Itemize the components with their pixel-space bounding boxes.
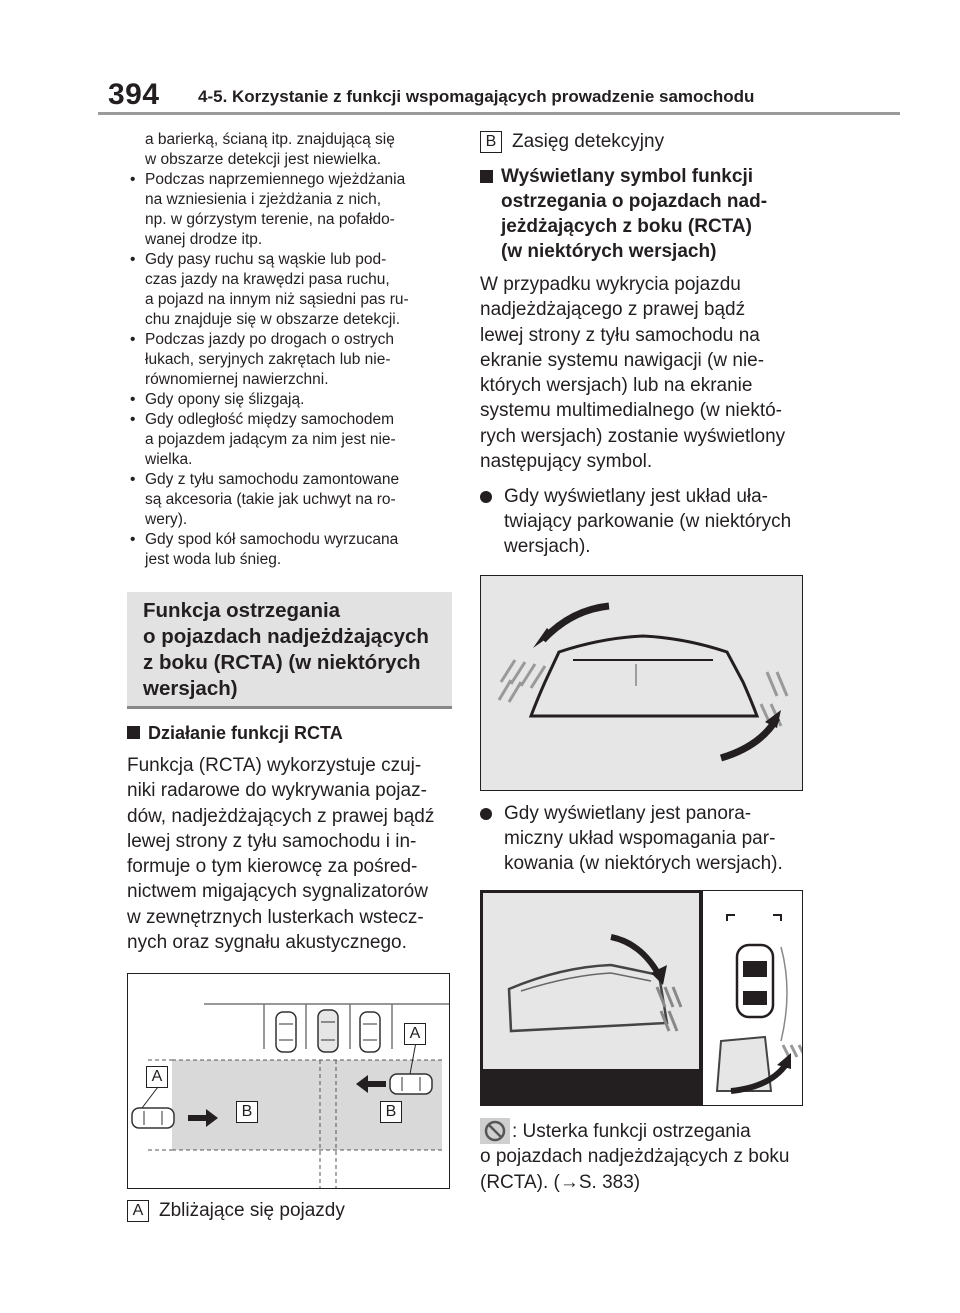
- header-rule: [98, 112, 900, 115]
- malfunction-note: : Usterka funkcji ostrzegania o pojazdach nadjeżdżających z boku (RCTA). (→S. 383): [480, 1118, 805, 1195]
- rear-camera-illustration: [481, 576, 803, 791]
- label-b-left: B: [236, 1101, 258, 1123]
- caption-letter-a: A: [127, 1200, 149, 1222]
- label-b-right: B: [380, 1101, 402, 1123]
- section-heading: Funkcja ostrzegania o pojazdach nadjeżdżających z boku (RCTA) (w niektórych wersjach): [127, 592, 452, 709]
- subheading-rcta-operation: Działanie funkcji RCTA: [127, 721, 452, 745]
- list-item: • Podczas jazdy po drogach o ostrych łukach, seryjnych zakrętach lub nie- równomiernej nawierzchni.: [127, 330, 452, 390]
- rcta-diagram: [127, 973, 450, 1189]
- page-number: 394: [108, 78, 160, 111]
- limitations-list: [127, 170, 452, 570]
- list-item: • Gdy odległość między samochodem a pojazdem jadącym za nim jest nie- wielka.: [127, 410, 452, 470]
- dot-item-parking-assist: Gdy wyświetlany jest układ uła- twiający parkowanie (w niektórych wersjach).: [480, 484, 805, 559]
- dot-item-panoramic: Gdy wyświetlany jest panora- miczny układ wspomagania par- kowania (w niektórych wersjach).: [480, 801, 805, 876]
- rcta-malfunction-icon: [480, 1118, 510, 1144]
- section-title: 4-5. Korzystanie z funkcji wspomagających prowadzenie samochodu: [198, 87, 755, 106]
- right-column: [480, 130, 805, 1195]
- panoramic-view-illustration: [481, 891, 803, 1106]
- list-item: • Gdy z tyłu samochodu zamontowane są akcesoria (takie jak uchwyt na ro- wery).: [127, 470, 452, 530]
- symbol-description: W przypadku wykrycia pojazdu nadjeżdżającego z prawej bądź lewej strony z tyłu samochodu na ekranie systemu nawigacji (w nie- których wersjach) lub na ekranie systemu multimedialnego (w niektó- rych wersjach) zostanie wyświetlony następujący symbol.: [480, 274, 786, 473]
- subheading-rcta-symbol: Wyświetlany symbol funkcji ostrzegania o pojazdach nad- jeżdżających z boku (RCTA) (w niektórych wersjach): [480, 164, 805, 264]
- list-item: • Gdy pasy ruchu są wąskie lub pod- czas jazdy na krawędzi pasa ruchu, a pojazd na innym niż sąsiedni pas ru- chu znajduje się w obszarze detekcji.: [127, 250, 452, 330]
- rcta-description: Funkcja (RCTA) wykorzystuje czuj- niki radarowe do wykrywania pojaz- dów, nadjeżdżających z prawej bądź lewej strony z tyłu samochodu i in- formuje o tym kierowcę za pośred- nictwem migających sygnalizatorów w zewnętrznych lusterkach wstecz- nych oraz sygnału akustycznego.: [127, 755, 435, 954]
- list-item: • Gdy spod kół samochodu wyrzucana jest woda lub śnieg.: [127, 530, 452, 570]
- round-bullet-icon: [480, 808, 492, 820]
- list-item: • Podczas naprzemiennego wjeżdżania na wzniesienia i zjeżdżania z nich, np. w górzystym terenie, na pofałdo- wanej drodze itp.: [127, 170, 452, 250]
- parking-diagram-illustration: [128, 974, 450, 1189]
- caption-approaching-vehicles: A Zbliżające się pojazdy: [127, 1199, 452, 1223]
- parking-assist-screen: [480, 575, 803, 791]
- caption-letter-b: B: [480, 131, 502, 153]
- list-item: • Gdy opony się ślizgają.: [127, 390, 452, 410]
- round-bullet-icon: [480, 491, 492, 503]
- label-a-right: A: [404, 1023, 426, 1045]
- continued-text: a barierką, ścianą itp. znajdującą się w obszarze detekcji jest niewielka.: [145, 131, 395, 168]
- square-bullet-icon: [480, 170, 493, 183]
- square-bullet-icon: [127, 726, 140, 739]
- panoramic-screen: [480, 890, 803, 1106]
- caption-detection-range: B Zasięg detekcyjny: [480, 130, 805, 154]
- left-column: [127, 130, 452, 1223]
- label-a-left: A: [146, 1066, 168, 1088]
